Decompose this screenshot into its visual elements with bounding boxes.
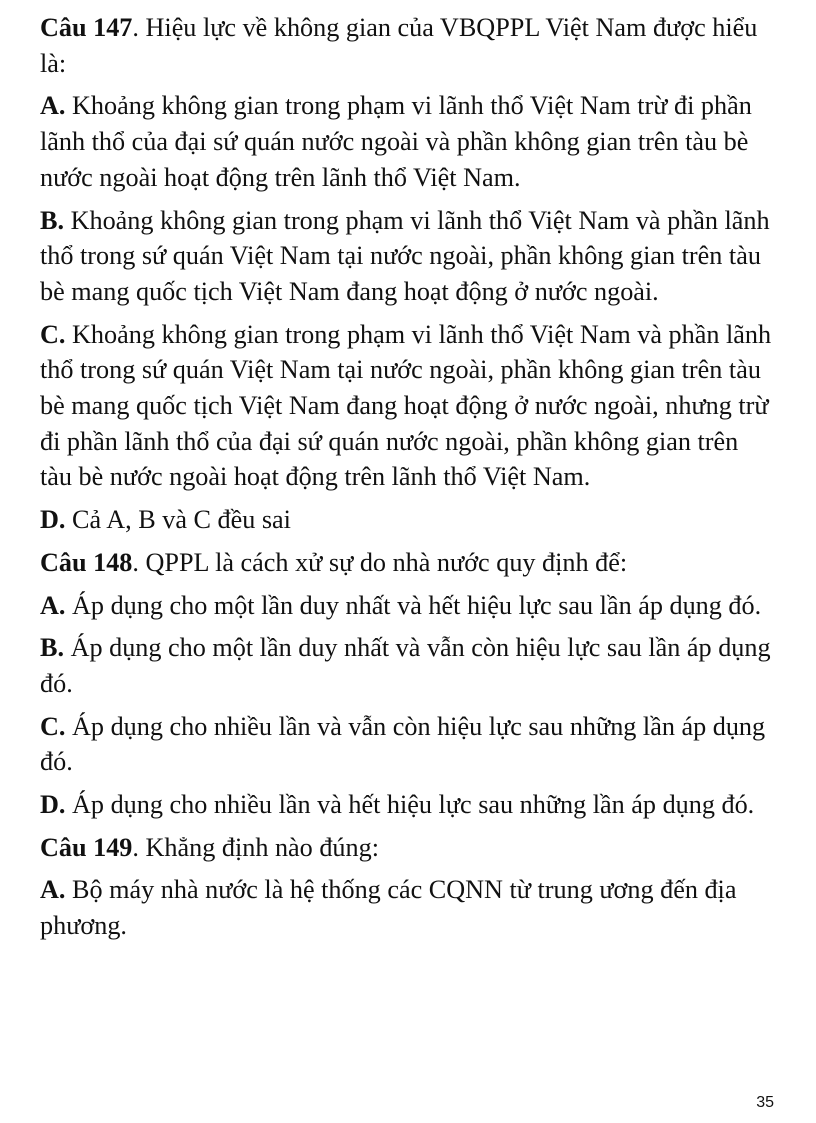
option-148-d: [40, 787, 774, 823]
option-label: D.: [40, 505, 66, 535]
option-text: Áp dụng cho nhiều lần và hết hiệu lực sau những lần áp dụng đó.: [65, 790, 755, 820]
option-label: A.: [40, 91, 66, 121]
option-label: C.: [40, 711, 66, 741]
option-label: B.: [40, 633, 65, 663]
option-147-d: [40, 502, 774, 538]
question-text: . Khẳng định nào đúng:: [132, 832, 379, 862]
option-text: Bộ máy nhà nước là hệ thống các CQNN từ trung ương đến địa phương.: [40, 875, 737, 941]
option-149-a: [40, 872, 774, 943]
question-label: Câu 148: [40, 547, 133, 577]
question-text: . Hiệu lực về không gian của VBQPPL Việt Nam được hiểu là:: [40, 13, 758, 78]
option-148-a: [40, 588, 774, 624]
option-text: Áp dụng cho một lần duy nhất và hết hiệu lực sau lần áp dụng đó.: [65, 590, 762, 620]
option-148-b: [40, 630, 774, 701]
question-label: Câu 149: [40, 832, 133, 862]
option-147-b: [40, 203, 774, 310]
option-label: B.: [40, 205, 65, 235]
option-label: C.: [40, 319, 66, 349]
option-148-c: [40, 709, 774, 780]
option-label: A.: [40, 875, 66, 905]
question-149: [40, 830, 774, 866]
page-number: 35: [756, 1094, 774, 1111]
option-text: Cả A, B và C đều sai: [65, 505, 291, 535]
option-147-c: [40, 317, 774, 496]
option-147-a: [40, 88, 774, 195]
option-text: Khoảng không gian trong phạm vi lãnh thổ Việt Nam và phần lãnh thổ trong sứ quán Việt Nam tại nước ngoài, phần không gian trên tàu bè mang quốc tịch Việt Nam đang hoạt động ở nước ngoài, nhưng trừ đi phần lãnh thổ của đại sứ quán nước ngoài, phần không gian trên tàu bè nước ngoài hoạt động trên lãnh thổ Việt Nam.: [40, 319, 772, 492]
option-label: A.: [40, 590, 66, 620]
option-label: D.: [40, 790, 66, 820]
question-label: Câu 147: [40, 13, 133, 42]
question-148: [40, 545, 774, 581]
option-text: Khoảng không gian trong phạm vi lãnh thổ Việt Nam trừ đi phần lãnh thổ của đại sứ quán nước ngoài và phần không gian trên tàu bè nước ngoài hoạt động trên lãnh thổ Việt Nam.: [40, 91, 752, 192]
option-text: Áp dụng cho một lần duy nhất và vẫn còn hiệu lực sau lần áp dụng đó.: [40, 633, 771, 698]
question-147: [40, 10, 774, 81]
question-text: . QPPL là cách xử sự do nhà nước quy định để:: [132, 547, 628, 577]
option-text: Áp dụng cho nhiều lần và vẫn còn hiệu lực sau những lần áp dụng đó.: [40, 711, 766, 777]
option-text: Khoảng không gian trong phạm vi lãnh thổ Việt Nam và phần lãnh thổ trong sứ quán Việt Nam tại nước ngoài, phần không gian trên tàu bè mang quốc tịch Việt Nam đang hoạt động ở nước ngoài.: [40, 205, 770, 306]
